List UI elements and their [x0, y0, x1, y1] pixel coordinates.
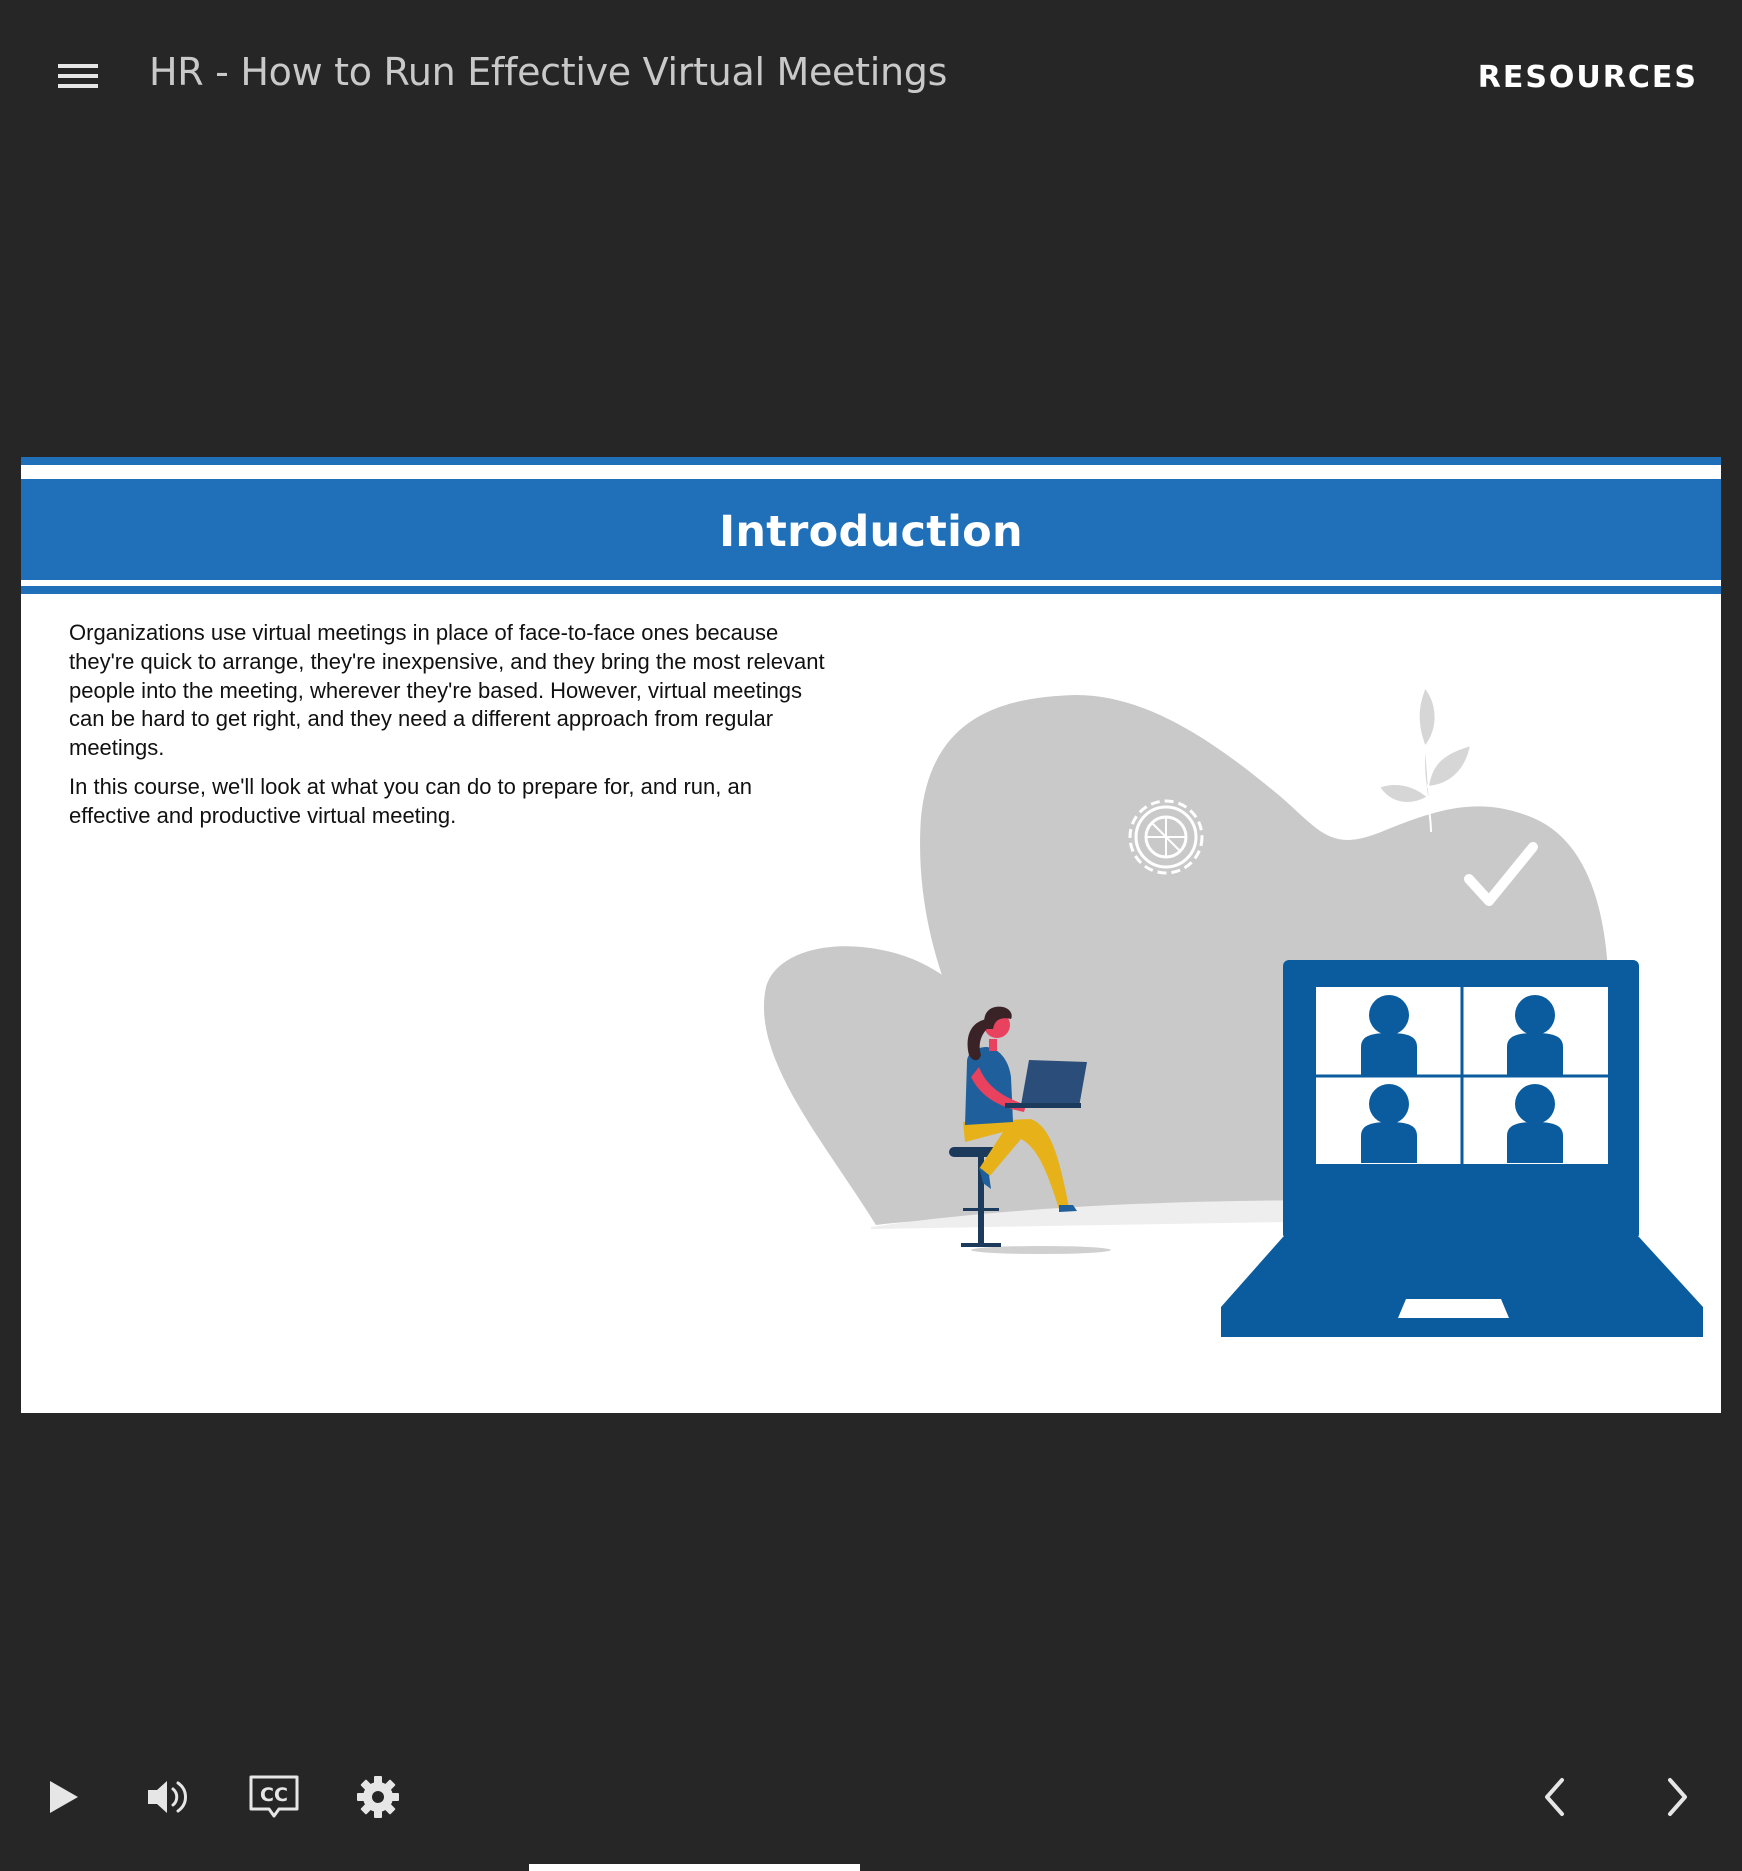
top-bar — [0, 0, 1742, 150]
slide-title-banner — [21, 457, 1721, 594]
closed-captions-icon[interactable] — [247, 1773, 301, 1819]
woman-with-laptop-and-video-call-illustration — [741, 657, 1711, 1362]
hamburger-menu-icon[interactable] — [52, 56, 104, 96]
gear-icon[interactable] — [356, 1775, 400, 1819]
player-controls — [0, 1740, 1742, 1871]
volume-icon[interactable] — [146, 1776, 194, 1818]
play-icon[interactable] — [46, 1777, 82, 1817]
intro-paragraph: Organizations use virtual meetings in place of face-to-face ones because they're quick to arrange, they're inexpensive, and they bring the most relevant people into the meeting, wherever they're based. However, virtual meetings can be hard to get right, and they need a different approach from regular meetings. — [69, 620, 825, 761]
chevron-right-icon[interactable] — [1660, 1774, 1694, 1820]
slide-title: Introduction — [719, 507, 1023, 557]
chevron-left-icon[interactable] — [1538, 1774, 1572, 1820]
svg-text:CC: CC — [260, 1784, 288, 1806]
intro-text — [69, 619, 829, 841]
banner-stripe — [21, 586, 1721, 594]
progress-indicator — [529, 1864, 860, 1871]
laptop-illustration — [1221, 960, 1703, 1337]
course-title: HR - How to Run Effective Virtual Meetings — [149, 50, 948, 94]
banner-stripe — [21, 457, 1721, 465]
resources-button[interactable]: RESOURCES — [1477, 60, 1698, 95]
slide-content — [21, 457, 1721, 1413]
intro-paragraph: In this course, we'll look at what you can do to prepare for, and run, an effective and productive virtual meeting. — [69, 773, 752, 828]
